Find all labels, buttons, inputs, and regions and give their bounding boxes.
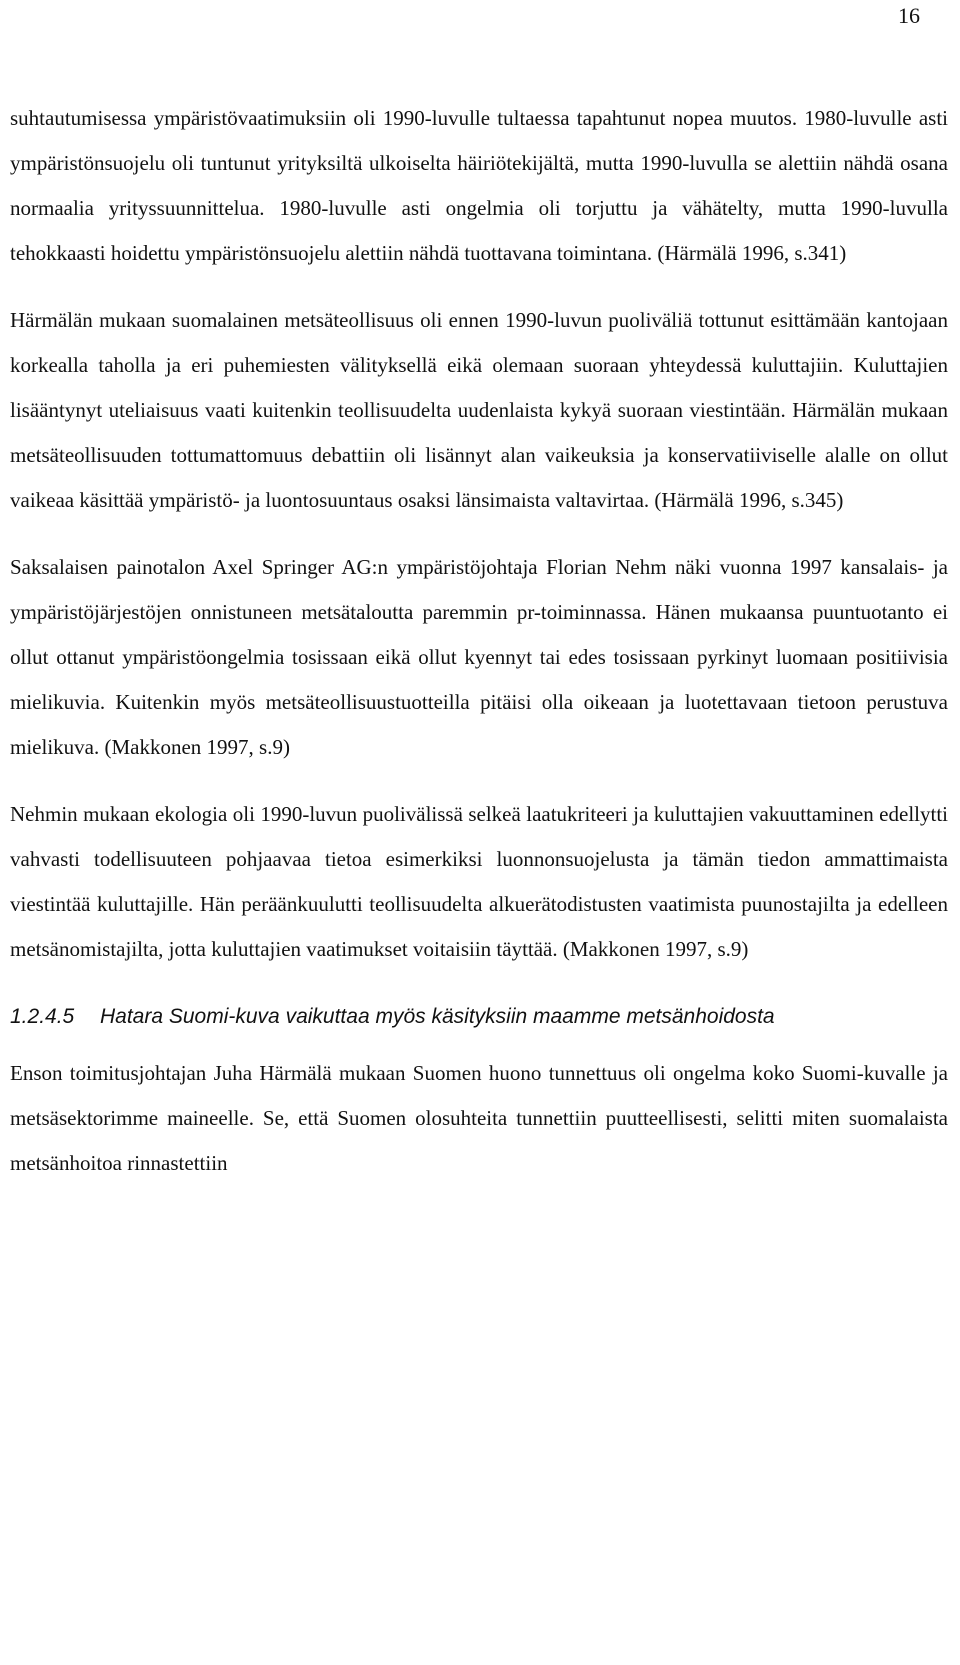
- paragraph-3: Saksalaisen painotalon Axel Springer AG:n ympäristöjohtaja Florian Nehm näki vuonna 1997 kansalais- ja ympäristöjärjestöjen onnistuneen metsätaloutta paremmin pr-toiminnassa. Hänen mukaansa puuntuotanto ei ollut ottanut ympäristöongelmia tosissaan eikä ollut kyennyt tai edes tosissaan pyrkinyt luomaan positiivisia mielikuvia. Kuitenkin myös metsäteollisuustuotteilla pitäisi olla oikeaan ja luotettavaan tietoon perustuva mielikuva. (Makkonen 1997, s.9): [10, 555, 948, 759]
- paragraph-4: Nehmin mukaan ekologia oli 1990-luvun puolivälissä selkeä laatukriteeri ja kuluttajien vakuuttaminen edellytti vahvasti todellisuuteen pohjaavaa tietoa esimerkiksi luonnonsuojelusta ja tämän tiedon ammattimaista viestintää kuluttajille. Hän peräänkuulutti teollisuudelta alkuerätodistusten vaatimista puunostajilta ja edelleen metsänomistajilta, jotta kuluttajien vaatimukset voitaisiin täyttää. (Makkonen 1997, s.9): [10, 802, 948, 961]
- document-body: [10, 96, 948, 1208]
- section-number: 1.2.4.5: [10, 1005, 75, 1028]
- page-number: 16: [898, 3, 920, 28]
- paragraph-5: Enson toimitusjohtajan Juha Härmälä mukaan Suomen huono tunnettuus oli ongelma koko Suomi-kuvalle ja metsäsektorimme maineelle. Se, että Suomen olosuhteita tunnettiin puutteellisesti, selitti miten suomalaista metsänhoitoa rinnastettiin: [10, 1061, 948, 1175]
- section-title: Hatara Suomi-kuva vaikuttaa myös käsityksiin maamme metsänhoidosta: [100, 1005, 775, 1028]
- section-heading: [10, 994, 948, 1039]
- paragraph-2: Härmälän mukaan suomalainen metsäteollisuus oli ennen 1990-luvun puoliväliä tottunut esittämään kantojaan korkealla taholla ja eri puhemiesten välityksellä eikä olemaan suoraan yhteydessä kuluttajiin. Kuluttajien lisääntynyt uteliaisuus vaati kuitenkin teollisuudelta uudenlaista kykyä suoraan viestintään. Härmälän mukaan metsäteollisuuden tottumattomuus debattiin oli lisännyt alan vaikeuksia ja konservatiiviselle alalle on ollut vaikeaa käsittää ympäristö- ja luontosuuntaus osaksi länsimaista valtavirtaa. (Härmälä 1996, s.345): [10, 308, 948, 512]
- paragraph-1: suhtautumisessa ympäristövaatimuksiin oli 1990-luvulle tultaessa tapahtunut nopea muutos. 1980-luvulle asti ympäristönsuojelu oli tuntunut yrityksiltä ulkoiselta häiriötekijältä, mutta 1990-luvulla se alettiin nähdä osana normaalia yrityssuunnittelua. 1980-luvulle asti ongelmia oli torjuttu ja vähätelty, mutta 1990-luvulla tehokkaasti hoidettu ympäristönsuojelu alettiin nähdä tuottavana toimintana. (Härmälä 1996, s.341): [10, 106, 948, 265]
